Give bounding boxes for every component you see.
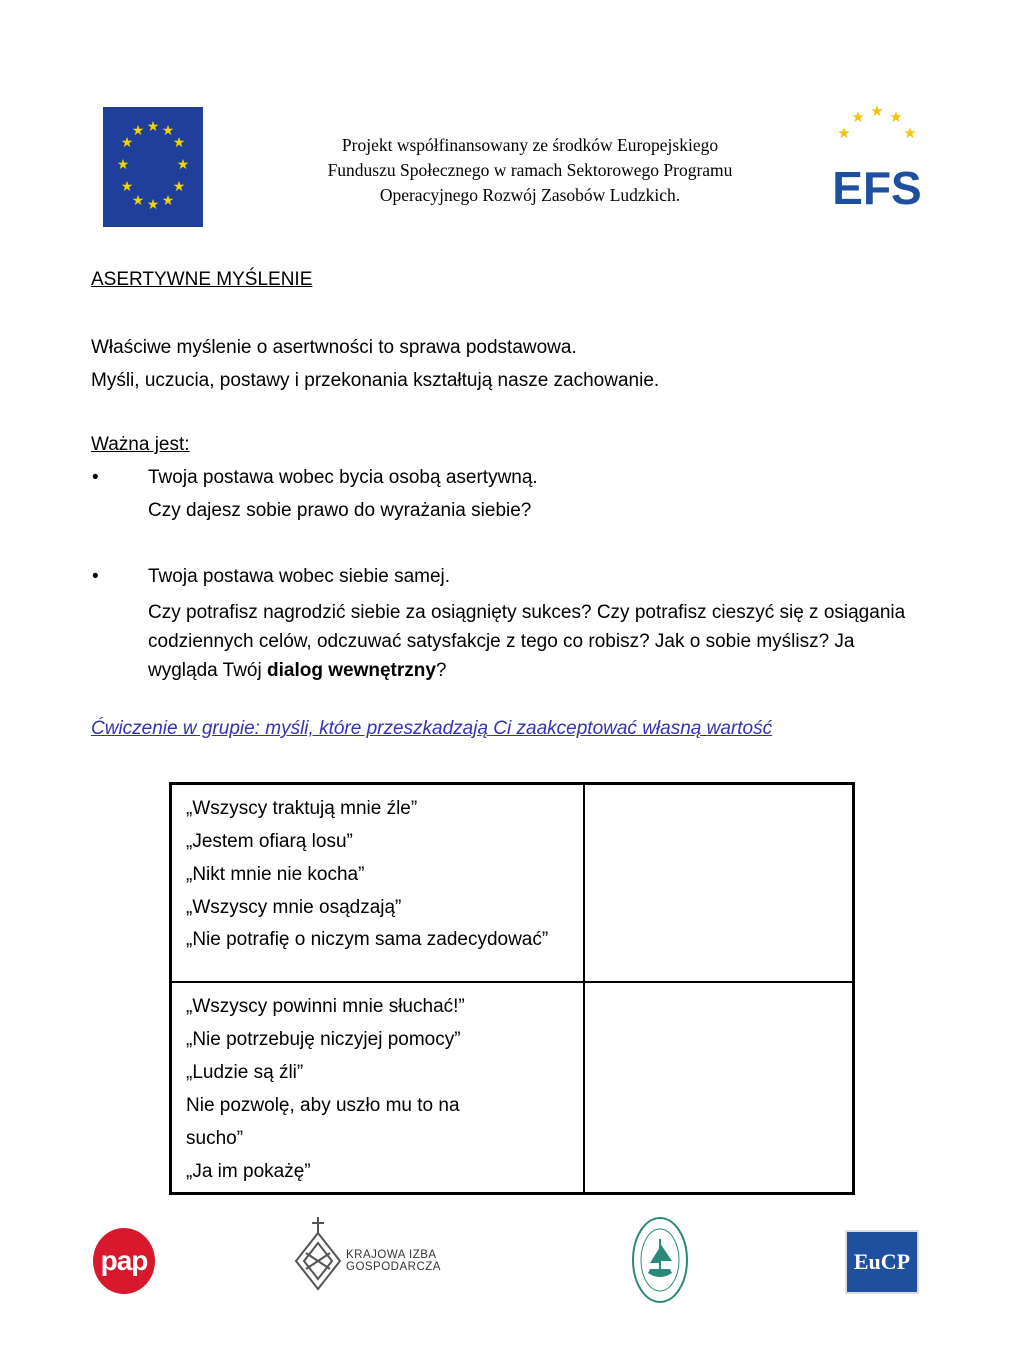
bullet-2-sub-bold: dialog wewnętrzny bbox=[267, 660, 436, 681]
eucp-logo bbox=[845, 1230, 919, 1294]
intro-line-2: Myśli, uczucia, postawy i przekonania kształtują nasze zachowanie. bbox=[91, 370, 660, 391]
svg-text:★: ★ bbox=[146, 197, 160, 213]
efs-stars-icon bbox=[830, 100, 925, 215]
svg-text:★: ★ bbox=[146, 119, 160, 135]
pap-logo-text: pap bbox=[100, 1245, 148, 1276]
svg-text:★: ★ bbox=[172, 135, 186, 151]
table-cell-empty[interactable] bbox=[584, 784, 854, 983]
bullet-marker: • bbox=[92, 467, 99, 488]
thought-item: sucho” bbox=[186, 1128, 244, 1149]
bullet-2-sub-text: Czy potrafisz nagrodzić siebie za osiągnięty sukces? Czy potrafisz cieszyć się z osiągania codziennych celów, odczuwać satysfakcje z tego co robisz? Jak o sobie myślisz? Ja wygląda Twój bbox=[148, 602, 906, 681]
efs-logo bbox=[830, 100, 925, 215]
svg-text:★: ★ bbox=[131, 123, 145, 139]
important-label: Ważna jest: bbox=[91, 434, 190, 455]
efs-logo-text: EFS bbox=[832, 162, 922, 214]
project-note-line: Funduszu Społecznego w ramach Sektorowego Programu bbox=[327, 160, 733, 180]
thought-item: „Wszyscy traktują mnie źle” bbox=[186, 798, 418, 819]
kig-logo bbox=[288, 1213, 518, 1298]
eu-flag-logo bbox=[103, 107, 203, 227]
table-cell-thoughts bbox=[171, 784, 585, 983]
ship-seal-icon bbox=[630, 1215, 690, 1305]
thought-item: „Nie potrzebuję niczyjej pomocy” bbox=[186, 1029, 461, 1050]
thought-item: Nie pozwolę, aby uszło mu to na bbox=[186, 1095, 460, 1116]
thought-item: „Nikt mnie nie kocha” bbox=[186, 864, 365, 885]
thought-item: „Nie potrafię o niczym sama zadecydować” bbox=[186, 929, 549, 950]
svg-text:★: ★ bbox=[889, 108, 903, 126]
bullet-1-text: Twoja postawa wobec bycia osobą asertywną. bbox=[148, 467, 538, 488]
table-row bbox=[171, 982, 854, 1194]
kig-logo-text: KRAJOWA IZBA GOSPODARCZA bbox=[346, 1249, 441, 1273]
kig-emblem-icon bbox=[288, 1213, 348, 1298]
svg-text:★: ★ bbox=[903, 124, 917, 142]
svg-text:★: ★ bbox=[116, 157, 130, 173]
project-note-line: Projekt współfinansowany ze środków Europejskiego bbox=[341, 135, 719, 155]
bullet-2-sub bbox=[148, 598, 918, 685]
table-cell-empty[interactable] bbox=[584, 982, 854, 1194]
table-row bbox=[171, 784, 854, 983]
thought-item: „Ja im pokażę” bbox=[186, 1161, 311, 1182]
project-funding-note bbox=[270, 133, 790, 208]
thought-item: „Wszyscy mnie osądzają” bbox=[186, 897, 402, 918]
bullet-marker: • bbox=[92, 566, 99, 587]
svg-text:★: ★ bbox=[870, 102, 884, 120]
bullet-2-text: Twoja postawa wobec siebie samej. bbox=[148, 566, 451, 587]
svg-text:★: ★ bbox=[851, 108, 865, 126]
svg-text:★: ★ bbox=[120, 135, 134, 151]
project-note-line: Operacyjnego Rozwój Zasobów Ludzkich. bbox=[379, 185, 681, 205]
svg-text:★: ★ bbox=[161, 193, 175, 209]
svg-text:★: ★ bbox=[120, 179, 134, 195]
bullet-2-sub-end: ? bbox=[435, 660, 447, 681]
sgh-seal-logo bbox=[630, 1215, 690, 1305]
pap-logo bbox=[93, 1228, 155, 1294]
eucp-logo-text: EuCP bbox=[853, 1249, 911, 1274]
svg-text:★: ★ bbox=[837, 124, 851, 142]
thoughts-table bbox=[169, 782, 855, 1195]
bullet-1-sub: Czy dajesz sobie prawo do wyrażania siebie? bbox=[148, 500, 532, 521]
eu-stars-icon bbox=[103, 107, 203, 227]
intro-line-1: Właściwe myślenie o asertwności to sprawa podstawowa. bbox=[91, 337, 577, 358]
table-cell-thoughts bbox=[171, 982, 585, 1194]
page-title: ASERTYWNE MYŚLENIE bbox=[91, 269, 313, 290]
svg-text:★: ★ bbox=[131, 193, 145, 209]
exercise-link[interactable]: Ćwiczenie w grupie: myśli, które przeszkadzają Ci zaakceptować własną wartość bbox=[91, 718, 773, 739]
thought-item: „Ludzie są źli” bbox=[186, 1062, 304, 1083]
thought-item: „Wszyscy powinni mnie słuchać!” bbox=[186, 996, 465, 1017]
svg-text:★: ★ bbox=[176, 157, 190, 173]
svg-text:★: ★ bbox=[161, 123, 175, 139]
thought-item: „Jestem ofiarą losu” bbox=[186, 831, 353, 852]
svg-text:★: ★ bbox=[172, 179, 186, 195]
